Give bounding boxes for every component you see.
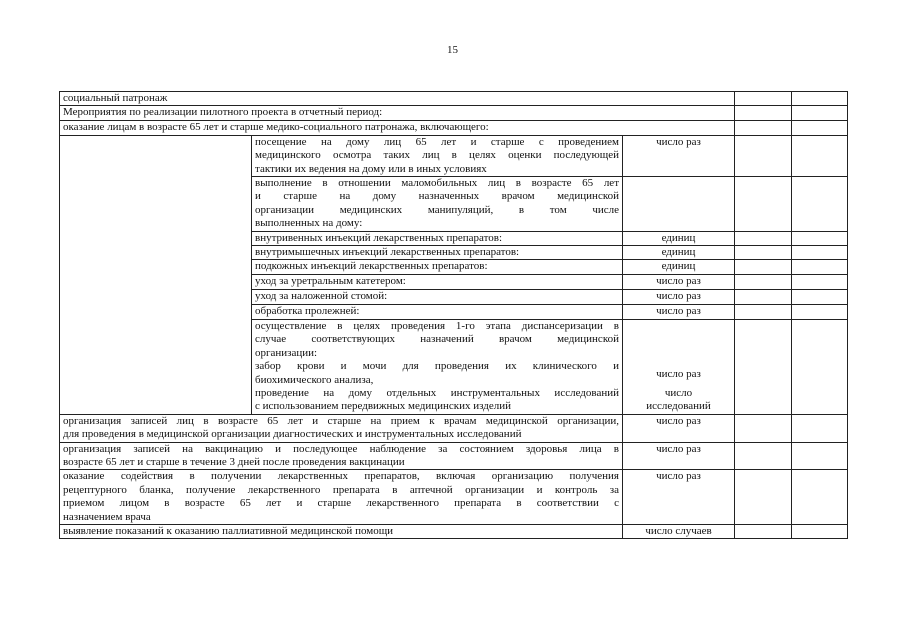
value-cell	[735, 177, 792, 232]
row-label-im-injections: внутримышечных инъекций лекарственных препаратов:	[252, 246, 623, 260]
page-number: 15	[447, 44, 458, 56]
row-label-vaccination: организация записей на вакцинацию и последующее наблюдение за состоянием здоровья лица в возрасте 65 лет и старше в течение 3 дней после проведения вакцинации	[60, 442, 623, 470]
unit-cell: единиц	[623, 260, 735, 274]
value-cell	[792, 260, 848, 274]
value-cell	[792, 92, 848, 106]
value-cell	[735, 524, 792, 538]
row-label-home-visit: посещение на дому лиц 65 лет и старше с проведением медицинского осмотра таких лиц в целях оценки последующей тактики их ведения на дому или в иных условиях	[252, 135, 623, 176]
value-cell	[735, 304, 792, 319]
table-row	[60, 120, 848, 135]
table-row	[60, 470, 848, 525]
table-row	[60, 442, 848, 470]
value-cell	[735, 414, 792, 442]
table-row	[60, 106, 848, 120]
row-label-medication-assistance: оказание содействия в получении лекарственных препаратов, включая организацию получения рецептурного бланка, получение лекарственного препарата в аптечной организации и контроль за приемом лицом в возрасте 65 лет и старше лекарственного препарата в соответствии с назначением врача	[60, 470, 623, 525]
value-cell	[735, 92, 792, 106]
value-cell	[792, 289, 848, 304]
row-label-manipulations: выполнение в отношении маломобильных лиц в возрасте 65 лет и старше на дому назначенных врачом медицинской организации медицинских манипуляций, в том числе выполненных на дому:	[252, 177, 623, 232]
unit-cell: число раз	[623, 304, 735, 319]
row-label-patronage-provision: оказание лицам в возрасте 65 лет и старше медико-социального патронажа, включающего:	[60, 120, 735, 135]
value-cell	[792, 274, 848, 289]
row-label-stoma-care: уход за наложенной стомой:	[252, 289, 623, 304]
value-cell	[792, 120, 848, 135]
unit-cell: число раз	[623, 414, 735, 442]
table-row	[60, 135, 848, 176]
report-table	[59, 91, 848, 539]
row-label-palliative: выявление показаний к оказанию паллиативной медицинской помощи	[60, 524, 623, 538]
value-cell	[792, 246, 848, 260]
row-label-pilot-measures: Мероприятия по реализации пилотного проекта в отчетный период:	[60, 106, 735, 120]
value-cell	[792, 231, 848, 245]
row-label-bedsore-treatment: обработка пролежней:	[252, 304, 623, 319]
value-cell	[792, 319, 848, 414]
row-label-catheter-care: уход за уретральным катетером:	[252, 274, 623, 289]
value-cell	[735, 289, 792, 304]
value-cell	[735, 231, 792, 245]
unit-cell: число раз	[623, 135, 735, 176]
value-cell	[792, 106, 848, 120]
table-row	[60, 524, 848, 538]
value-cell	[792, 135, 848, 176]
unit-cell: число раз	[623, 442, 735, 470]
value-cell	[792, 304, 848, 319]
value-cell	[735, 135, 792, 176]
value-cell	[735, 274, 792, 289]
table-row	[60, 92, 848, 106]
blank-indent-cell	[60, 135, 252, 414]
value-cell	[735, 470, 792, 525]
unit-cell: число раз	[623, 274, 735, 289]
value-cell	[792, 470, 848, 525]
row-label-social-patronage: социальный патронаж	[60, 92, 735, 106]
unit-cell: число раз число исследований	[623, 319, 735, 414]
unit-cell: единиц	[623, 246, 735, 260]
value-cell	[792, 414, 848, 442]
row-label-sc-injections: подкожных инъекций лекарственных препаратов:	[252, 260, 623, 274]
row-label-iv-injections: внутривенных инъекций лекарственных препаратов:	[252, 231, 623, 245]
value-cell	[735, 442, 792, 470]
value-cell	[735, 246, 792, 260]
unit-cell: единиц	[623, 231, 735, 245]
value-cell	[735, 319, 792, 414]
value-cell	[735, 120, 792, 135]
row-label-appointments: организация записей лиц в возрасте 65 лет и старше на прием к врачам медицинской организации, для проведения в медицинской организации диагностических и инструментальных исследований	[60, 414, 623, 442]
unit-cell	[623, 177, 735, 232]
unit-cell: число случаев	[623, 524, 735, 538]
unit-cell: число раз	[623, 470, 735, 525]
row-label-dispensarization: осуществление в целях проведения 1-го этапа диспансеризации в случае соответствующих назначений врачом медицинской организации: забор крови и мочи для проведения их клинического и биохимического анализа, проведение на дому отдельных инструментальных исследований с использованием передвижных медицинских изделий	[252, 319, 623, 414]
value-cell	[792, 442, 848, 470]
value-cell	[735, 260, 792, 274]
value-cell	[792, 524, 848, 538]
value-cell	[735, 106, 792, 120]
table-row	[60, 414, 848, 442]
value-cell	[792, 177, 848, 232]
unit-cell: число раз	[623, 289, 735, 304]
